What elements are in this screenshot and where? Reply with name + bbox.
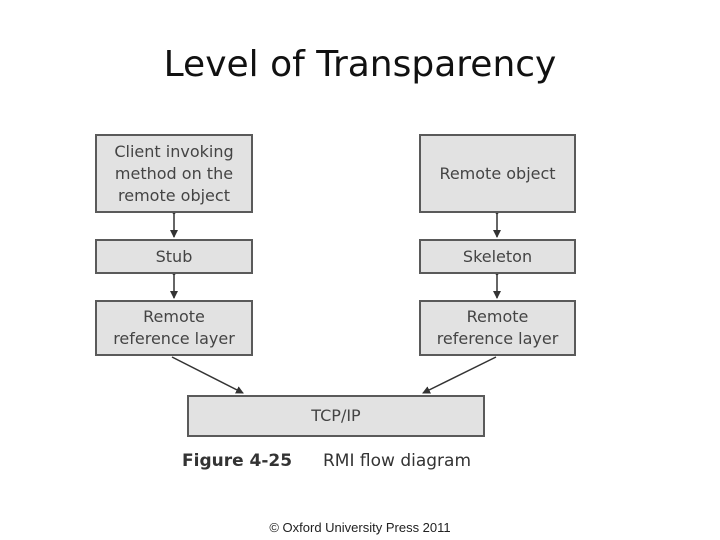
skeleton-box: Skeleton <box>419 239 576 274</box>
right-reflayer-tcpip-arrow <box>423 357 496 393</box>
left-reference-layer-box: Remote reference layer <box>95 300 253 356</box>
copyright-footer: © Oxford University Press 2011 <box>269 520 451 535</box>
left-reflayer-tcpip-arrow <box>172 357 243 393</box>
right-reference-layer-box: Remote reference layer <box>419 300 576 356</box>
figure-number: Figure 4-25 <box>182 451 293 471</box>
tcpip-box: TCP/IP <box>187 395 485 437</box>
slide-title: Level of Transparency <box>163 44 557 85</box>
remote-object-box: Remote object <box>419 134 576 213</box>
stub-box: Stub <box>95 239 253 274</box>
figure-caption: RMI flow diagram <box>323 451 472 471</box>
client-invoking-box: Client invoking method on the remote object <box>95 134 253 213</box>
